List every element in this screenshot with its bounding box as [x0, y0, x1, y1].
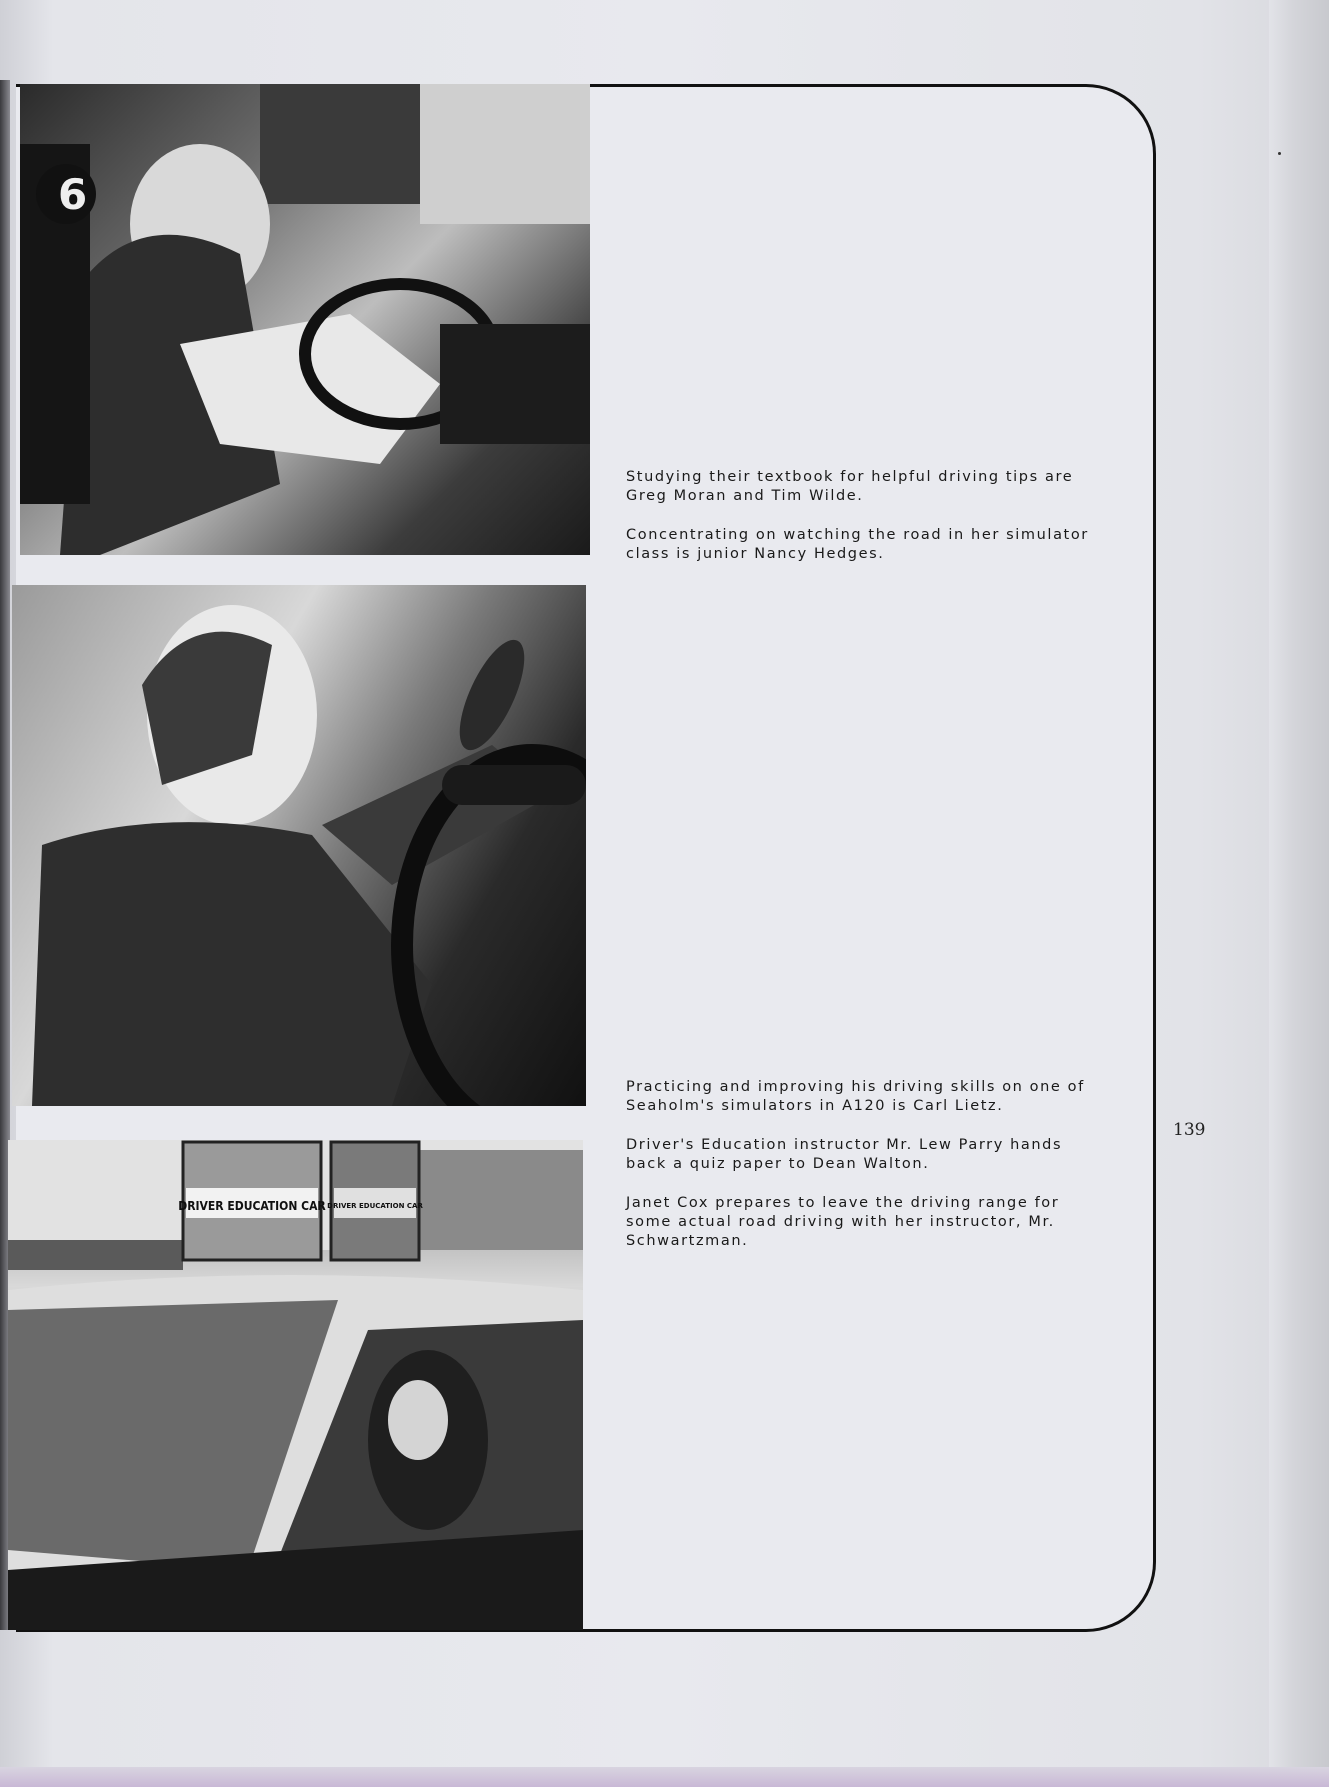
caption-textbook: Studying their textbook for helpful driving tips are Greg Moran and Tim Wilde.	[626, 469, 1074, 504]
sign-right-text: DRIVER EDUCATION CAR	[327, 1202, 423, 1210]
speck	[1278, 152, 1281, 155]
captions-top	[626, 468, 1106, 584]
photo-simulator-student	[20, 84, 590, 555]
simulator-number: 6	[58, 170, 88, 219]
photo-simulator-carl	[12, 585, 586, 1106]
page-number: 139	[1173, 1120, 1206, 1140]
caption-dean-walton: Driver's Education instructor Mr. Lew Parry hands back a quiz paper to Dean Walton.	[626, 1137, 1063, 1172]
photo-driver-ed-car	[8, 1140, 583, 1630]
caption-janet-cox: Janet Cox prepares to leave the driving range for some actual road driving with her instructor, Mr. Schwartzman.	[626, 1195, 1060, 1249]
sign-left-text: DRIVER EDUCATION CAR	[178, 1199, 326, 1213]
scan-edge-bottom	[0, 1767, 1329, 1787]
captions-bottom	[626, 1078, 1106, 1271]
caption-nancy-hedges: Concentrating on watching the road in her simulator class is junior Nancy Hedges.	[626, 527, 1089, 562]
caption-carl-lietz: Practicing and improving his driving skills on one of Seaholm's simulators in A120 is Carl Lietz.	[626, 1079, 1085, 1114]
page-edge-right	[1269, 0, 1329, 1787]
